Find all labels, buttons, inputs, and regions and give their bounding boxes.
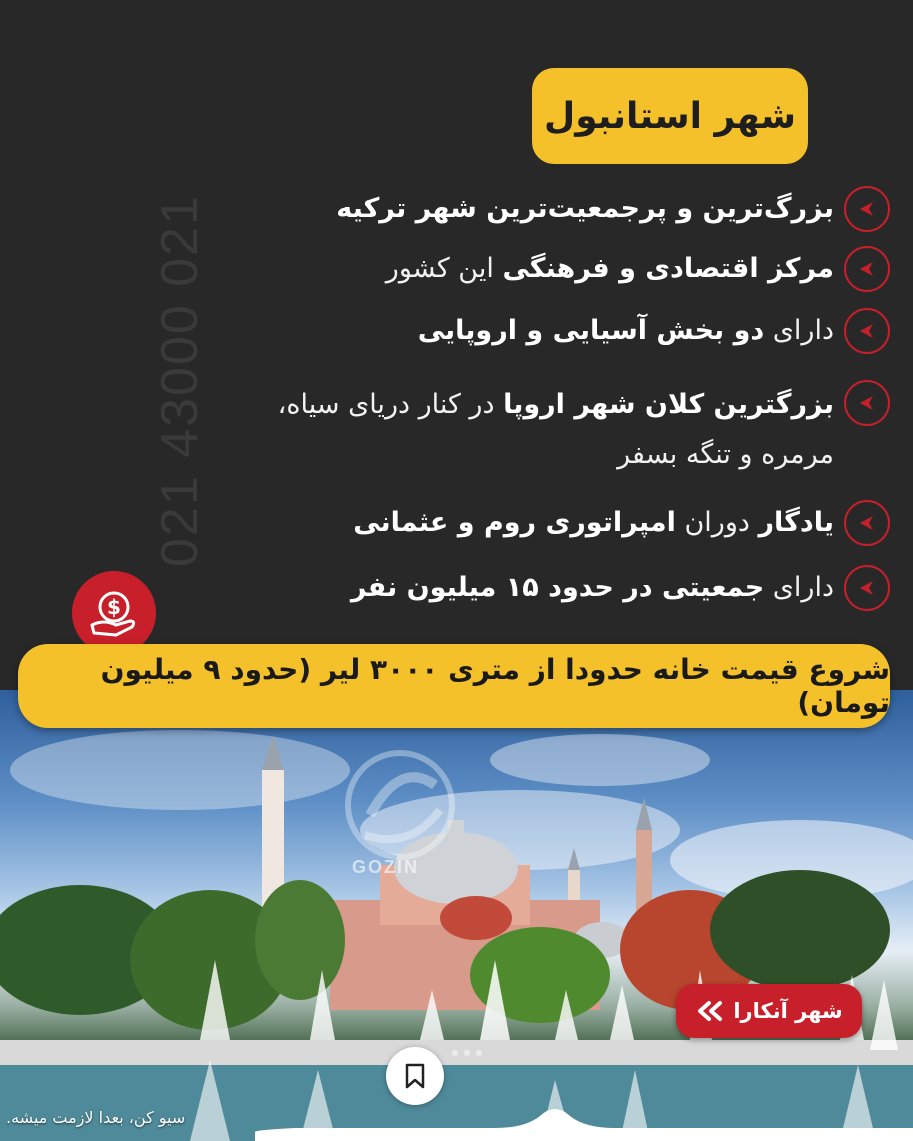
fact-text: بزرگترین کلان شهر اروپا در کنار دریای سیاه، مرمره و تنگه بسفر [277,389,834,470]
list-item [214,380,890,480]
list-item [386,246,890,292]
fact-text: دارای جمعیتی در حدود ۱۵ میلیون نفر [350,572,834,603]
phone-watermark: 021 43000 021 [151,193,209,567]
caption-wave [255,1092,913,1141]
carousel-dots [452,1050,482,1056]
play-triangle-icon [844,308,890,354]
list-item [336,186,890,232]
list-item [351,565,890,611]
play-triangle-icon [844,500,890,546]
list-item [418,308,890,354]
fact-text: یادگار دوران امپراتوری روم و عثمانی [353,507,834,538]
play-triangle-icon [844,380,890,426]
next-city-button[interactable] [676,984,862,1038]
carousel-dot [452,1050,458,1056]
gozin-logo-icon [340,740,460,870]
fact-text: دارای دو بخش آسیایی و اروپایی [417,315,834,346]
save-button[interactable] [386,1047,444,1105]
fact-text: مرکز اقتصادی و فرهنگی این کشور [385,253,834,284]
next-city-label: شهر آنکارا [733,999,843,1023]
list-item [353,500,890,546]
bookmark-icon [403,1062,427,1090]
caption: سیو کن، بعدا لازمت میشه. [6,1108,186,1127]
carousel-dot [476,1050,482,1056]
fact-text: بزرگ‌ترین و پرجمعیت‌ترین شهر ترکیه [336,193,834,224]
play-triangle-icon [844,246,890,292]
play-triangle-icon [844,186,890,232]
price-banner: شروع قیمت خانه حدودا از متری ۳۰۰۰ لیر (حدود ۹ میلیون تومان) [18,644,890,728]
double-chevron-left-icon [695,1000,725,1022]
play-triangle-icon [844,565,890,611]
logo-text: GOZIN [352,857,419,877]
page-title: شهر استانبول [532,68,808,164]
carousel-dot [464,1050,470,1056]
svg-text:$: $ [107,595,121,619]
